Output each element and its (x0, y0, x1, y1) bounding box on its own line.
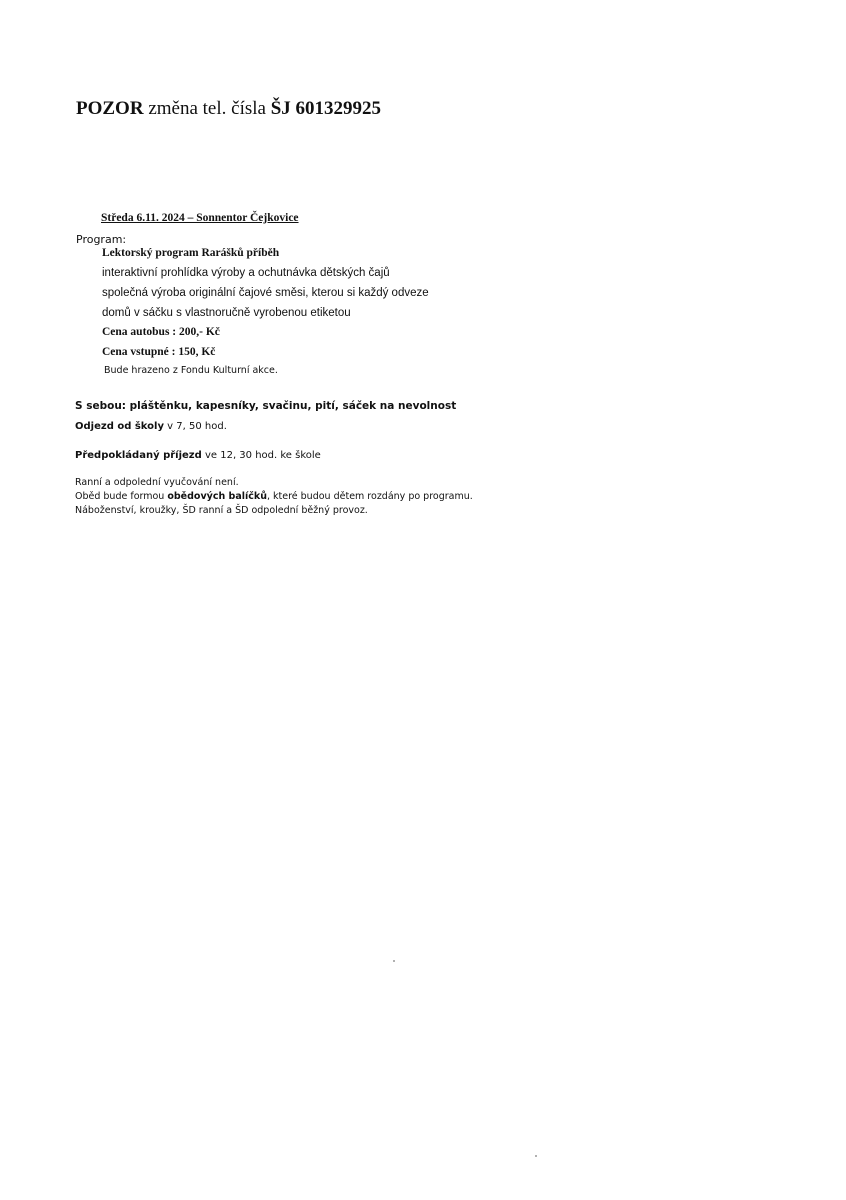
notice-text: změna tel. čísla (143, 98, 271, 119)
arrival (75, 450, 321, 461)
note-classes: Ranní a odpolední vyučování není. (75, 477, 239, 488)
arrival-time: ve 12, 30 hod. ke škole (201, 450, 321, 461)
pozor-label: POZOR (76, 98, 144, 119)
funding-note: Bude hrazeno z Fondu Kulturní akce. (104, 365, 278, 376)
note-lunch-text: , které budou dětem rozdány po programu. (266, 491, 473, 502)
program-label: Program: (76, 233, 127, 246)
lector-program: Lektorský program Rarášků příběh (102, 247, 280, 259)
bring-list: S sebou: pláštěnku, kapesníky, svačinu, pití, sáček na nevolnost (75, 400, 457, 412)
phone-number: ŠJ 601329925 (270, 98, 382, 119)
scan-speck (535, 1155, 537, 1157)
event-title: Středa 6.11. 2024 – Sonnentor Čejkovice (101, 212, 299, 224)
program-description-line: společná výroba originální čajové směsi, kterou si každý odveze (102, 287, 429, 299)
note-lunch (75, 491, 473, 502)
scan-speck (393, 960, 395, 962)
departure-time: v 7, 50 hod. (164, 421, 227, 432)
program-description-line: domů v sáčku s vlastnoručně vyrobenou etiketou (102, 307, 351, 319)
lunch-packages: obědových balíčků (167, 491, 267, 502)
note-lunch-text: Oběd bude formou (75, 491, 168, 502)
arrival-label: Předpokládaný příjezd (75, 450, 202, 461)
program-description-line: interaktivní prohlídka výroby a ochutnávka dětských čajů (102, 267, 390, 279)
price-entry: Cena vstupné : 150, Kč (102, 346, 216, 358)
departure (75, 421, 227, 432)
departure-label: Odjezd od školy (75, 421, 164, 432)
note-activities: Náboženství, kroužky, ŠD ranní a ŠD odpolední běžný provoz. (75, 505, 368, 516)
notice-header (76, 98, 381, 120)
price-bus: Cena autobus : 200,- Kč (102, 326, 220, 338)
